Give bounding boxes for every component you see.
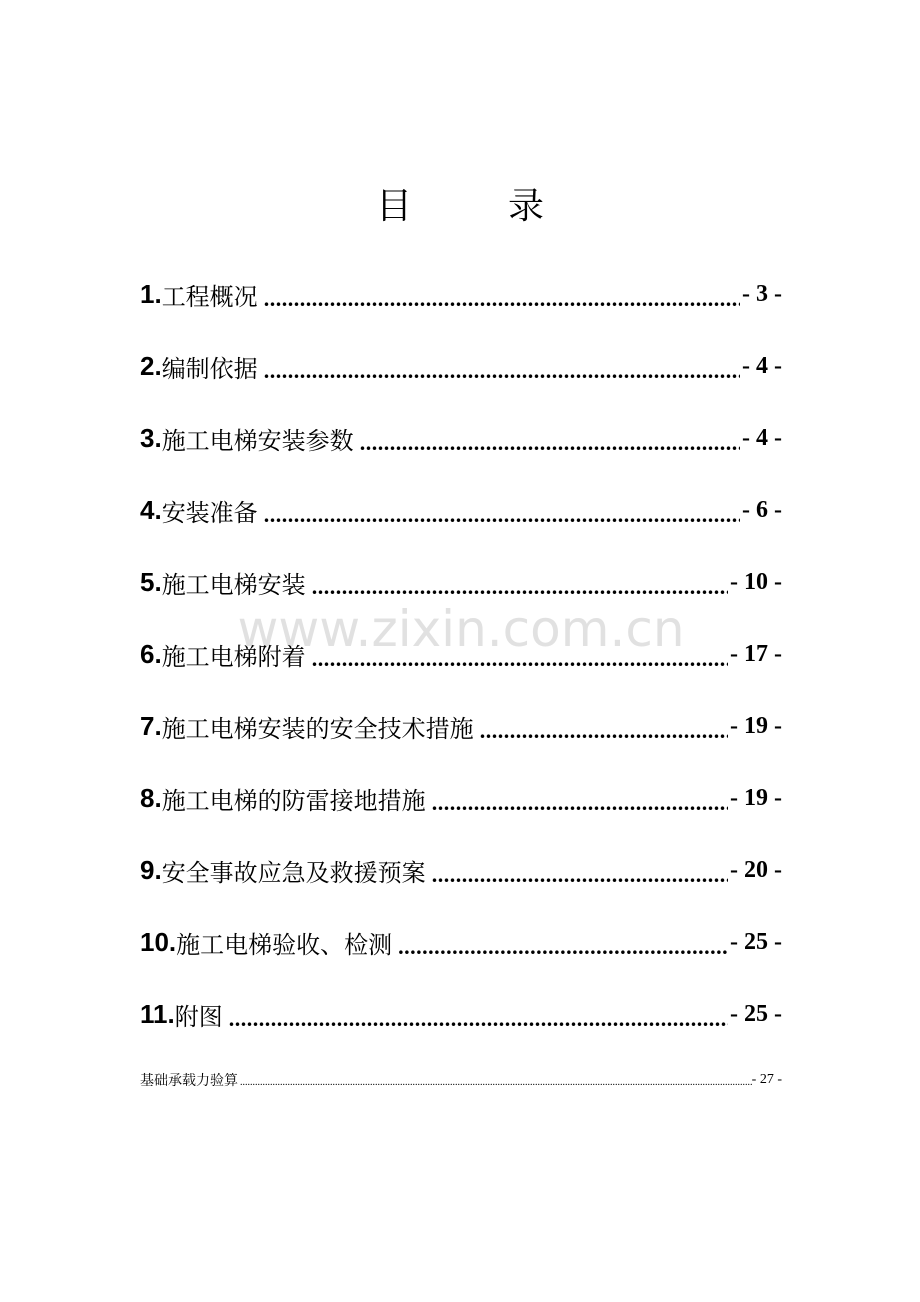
toc-entry-label: 施工电梯安装参数 xyxy=(161,426,354,455)
toc-entry-page: - 25 - xyxy=(730,928,782,955)
toc-entry-label: 附图 xyxy=(174,1002,223,1031)
toc-dot-leader xyxy=(264,360,740,388)
toc-dot-leader xyxy=(264,504,740,532)
toc-subentry[interactable] xyxy=(140,1068,782,1092)
toc-entry-label: 安装准备 xyxy=(161,498,258,527)
toc-entry-page: - 20 - xyxy=(730,856,782,883)
toc-entry-number: 9. xyxy=(140,854,162,885)
title-right-char: 录 xyxy=(508,186,545,227)
toc-entry[interactable] xyxy=(140,632,782,676)
toc-entry-page: - 19 - xyxy=(730,784,782,811)
toc-entry-number: 5. xyxy=(140,566,162,597)
toc-entry[interactable] xyxy=(140,416,782,460)
title-left-char: 目 xyxy=(375,186,412,227)
toc-dot-leader xyxy=(312,576,728,604)
toc-entry[interactable] xyxy=(140,992,782,1036)
toc-subentry-label: 基础承载力验算 xyxy=(140,1073,238,1089)
toc-entry[interactable] xyxy=(140,272,782,316)
toc-dot-leader xyxy=(398,936,728,964)
toc-entry[interactable] xyxy=(140,560,782,604)
toc-dot-leader xyxy=(229,1008,728,1036)
toc-entry-label: 安全事故应急及救援预案 xyxy=(161,858,426,887)
toc-entry[interactable] xyxy=(140,344,782,388)
toc-entry-page: - 3 - xyxy=(742,280,782,307)
toc-entry-label: 工程概况 xyxy=(161,282,258,311)
toc-entry-number: 7. xyxy=(140,710,162,741)
toc-subentry-page: - 27 - xyxy=(751,1072,782,1087)
toc-entry[interactable] xyxy=(140,488,782,532)
toc-entry-number: 6. xyxy=(140,638,162,669)
toc-entry-number: 1. xyxy=(140,278,162,309)
toc-entry-label: 施工电梯安装 xyxy=(161,570,306,599)
toc-entry-label: 施工电梯附着 xyxy=(161,642,306,671)
toc-entry-page: - 17 - xyxy=(730,640,782,667)
toc-dot-leader xyxy=(480,720,728,748)
toc-dot-leader xyxy=(312,648,728,676)
toc-entry[interactable] xyxy=(140,848,782,892)
toc-dot-leader xyxy=(432,864,728,892)
toc-entry-number: 4. xyxy=(140,494,162,525)
toc-entry[interactable] xyxy=(140,776,782,820)
toc-entry-page: - 19 - xyxy=(730,712,782,739)
toc-dot-leader xyxy=(240,1077,752,1092)
toc-entry-page: - 10 - xyxy=(730,568,782,595)
toc-entry-page: - 25 - xyxy=(730,1000,782,1027)
toc-entry-page: - 4 - xyxy=(742,352,782,379)
toc-entry[interactable] xyxy=(140,704,782,748)
page-title xyxy=(0,184,920,230)
toc-entry-number: 3. xyxy=(140,422,162,453)
toc-entry-page: - 6 - xyxy=(742,496,782,523)
toc-entry[interactable] xyxy=(140,920,782,964)
toc-dot-leader xyxy=(432,792,728,820)
toc-dot-leader xyxy=(264,288,740,316)
toc-entry-label: 施工电梯的防雷接地措施 xyxy=(161,786,426,815)
watermark: www.zixin.com.cn xyxy=(237,600,685,658)
toc-entry-number: 10. xyxy=(140,926,177,957)
toc-dot-leader xyxy=(360,432,740,460)
toc-entry-number: 2. xyxy=(140,350,162,381)
toc-entry-number: 8. xyxy=(140,782,162,813)
toc-entry-page: - 4 - xyxy=(742,424,782,451)
toc-entry-label: 施工电梯安装的安全技术措施 xyxy=(161,714,474,743)
toc-entry-number: 11. xyxy=(140,998,175,1029)
toc-entry-label: 施工电梯验收、检测 xyxy=(176,930,393,959)
toc-entry-label: 编制依据 xyxy=(161,354,258,383)
